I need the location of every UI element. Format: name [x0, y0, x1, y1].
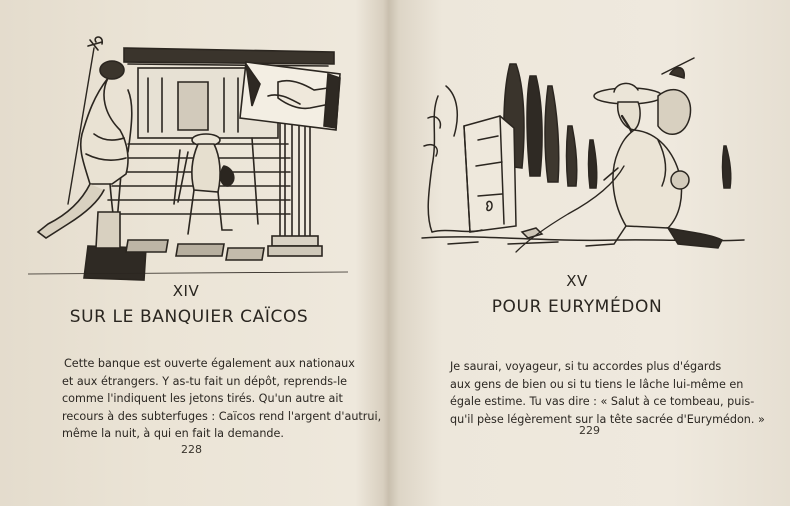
- text-line: recours à des subterfuges : Caïcos rend l'argent d'autrui,: [62, 409, 382, 423]
- text-line: aux gens de bien ou si tu tiens le lâche lui-même en: [450, 377, 744, 391]
- hermes-bank-illustration: [28, 34, 348, 282]
- text-line: et aux étrangers. Y as-tu fait un dépôt, reprends-le: [62, 374, 348, 388]
- left-page: [0, 0, 382, 506]
- text-line: même la nuit, à qui en fait la demande.: [62, 427, 284, 440]
- page-number: 229: [579, 424, 600, 437]
- traveler-tomb-illustration: [418, 56, 748, 262]
- poem-text: [62, 355, 382, 443]
- page-number: 228: [181, 443, 202, 456]
- right-page: [388, 0, 790, 506]
- text-line: comme l'indiquent les jetons tirés. Qu'un autre ait: [62, 392, 343, 405]
- chapter-numeral: XV: [566, 272, 588, 290]
- text-line: égale estime. Tu vas dire : « Salut à ce tombeau, puis-: [450, 395, 755, 408]
- chapter-numeral: XIV: [172, 282, 200, 300]
- text-line: qu'il pèse légèrement sur la tête sacrée d'Eurymédon. »: [450, 412, 765, 426]
- text-line: Je saurai, voyageur, si tu accordes plus d'égards: [450, 360, 722, 373]
- chapter-title: SUR LE BANQUIER CAÏCOS: [69, 307, 309, 327]
- chapter-title: POUR EURYMÉDON: [491, 297, 663, 317]
- poem-text: [450, 358, 765, 428]
- text-line: Cette banque est ouverte également aux nationaux: [64, 357, 355, 370]
